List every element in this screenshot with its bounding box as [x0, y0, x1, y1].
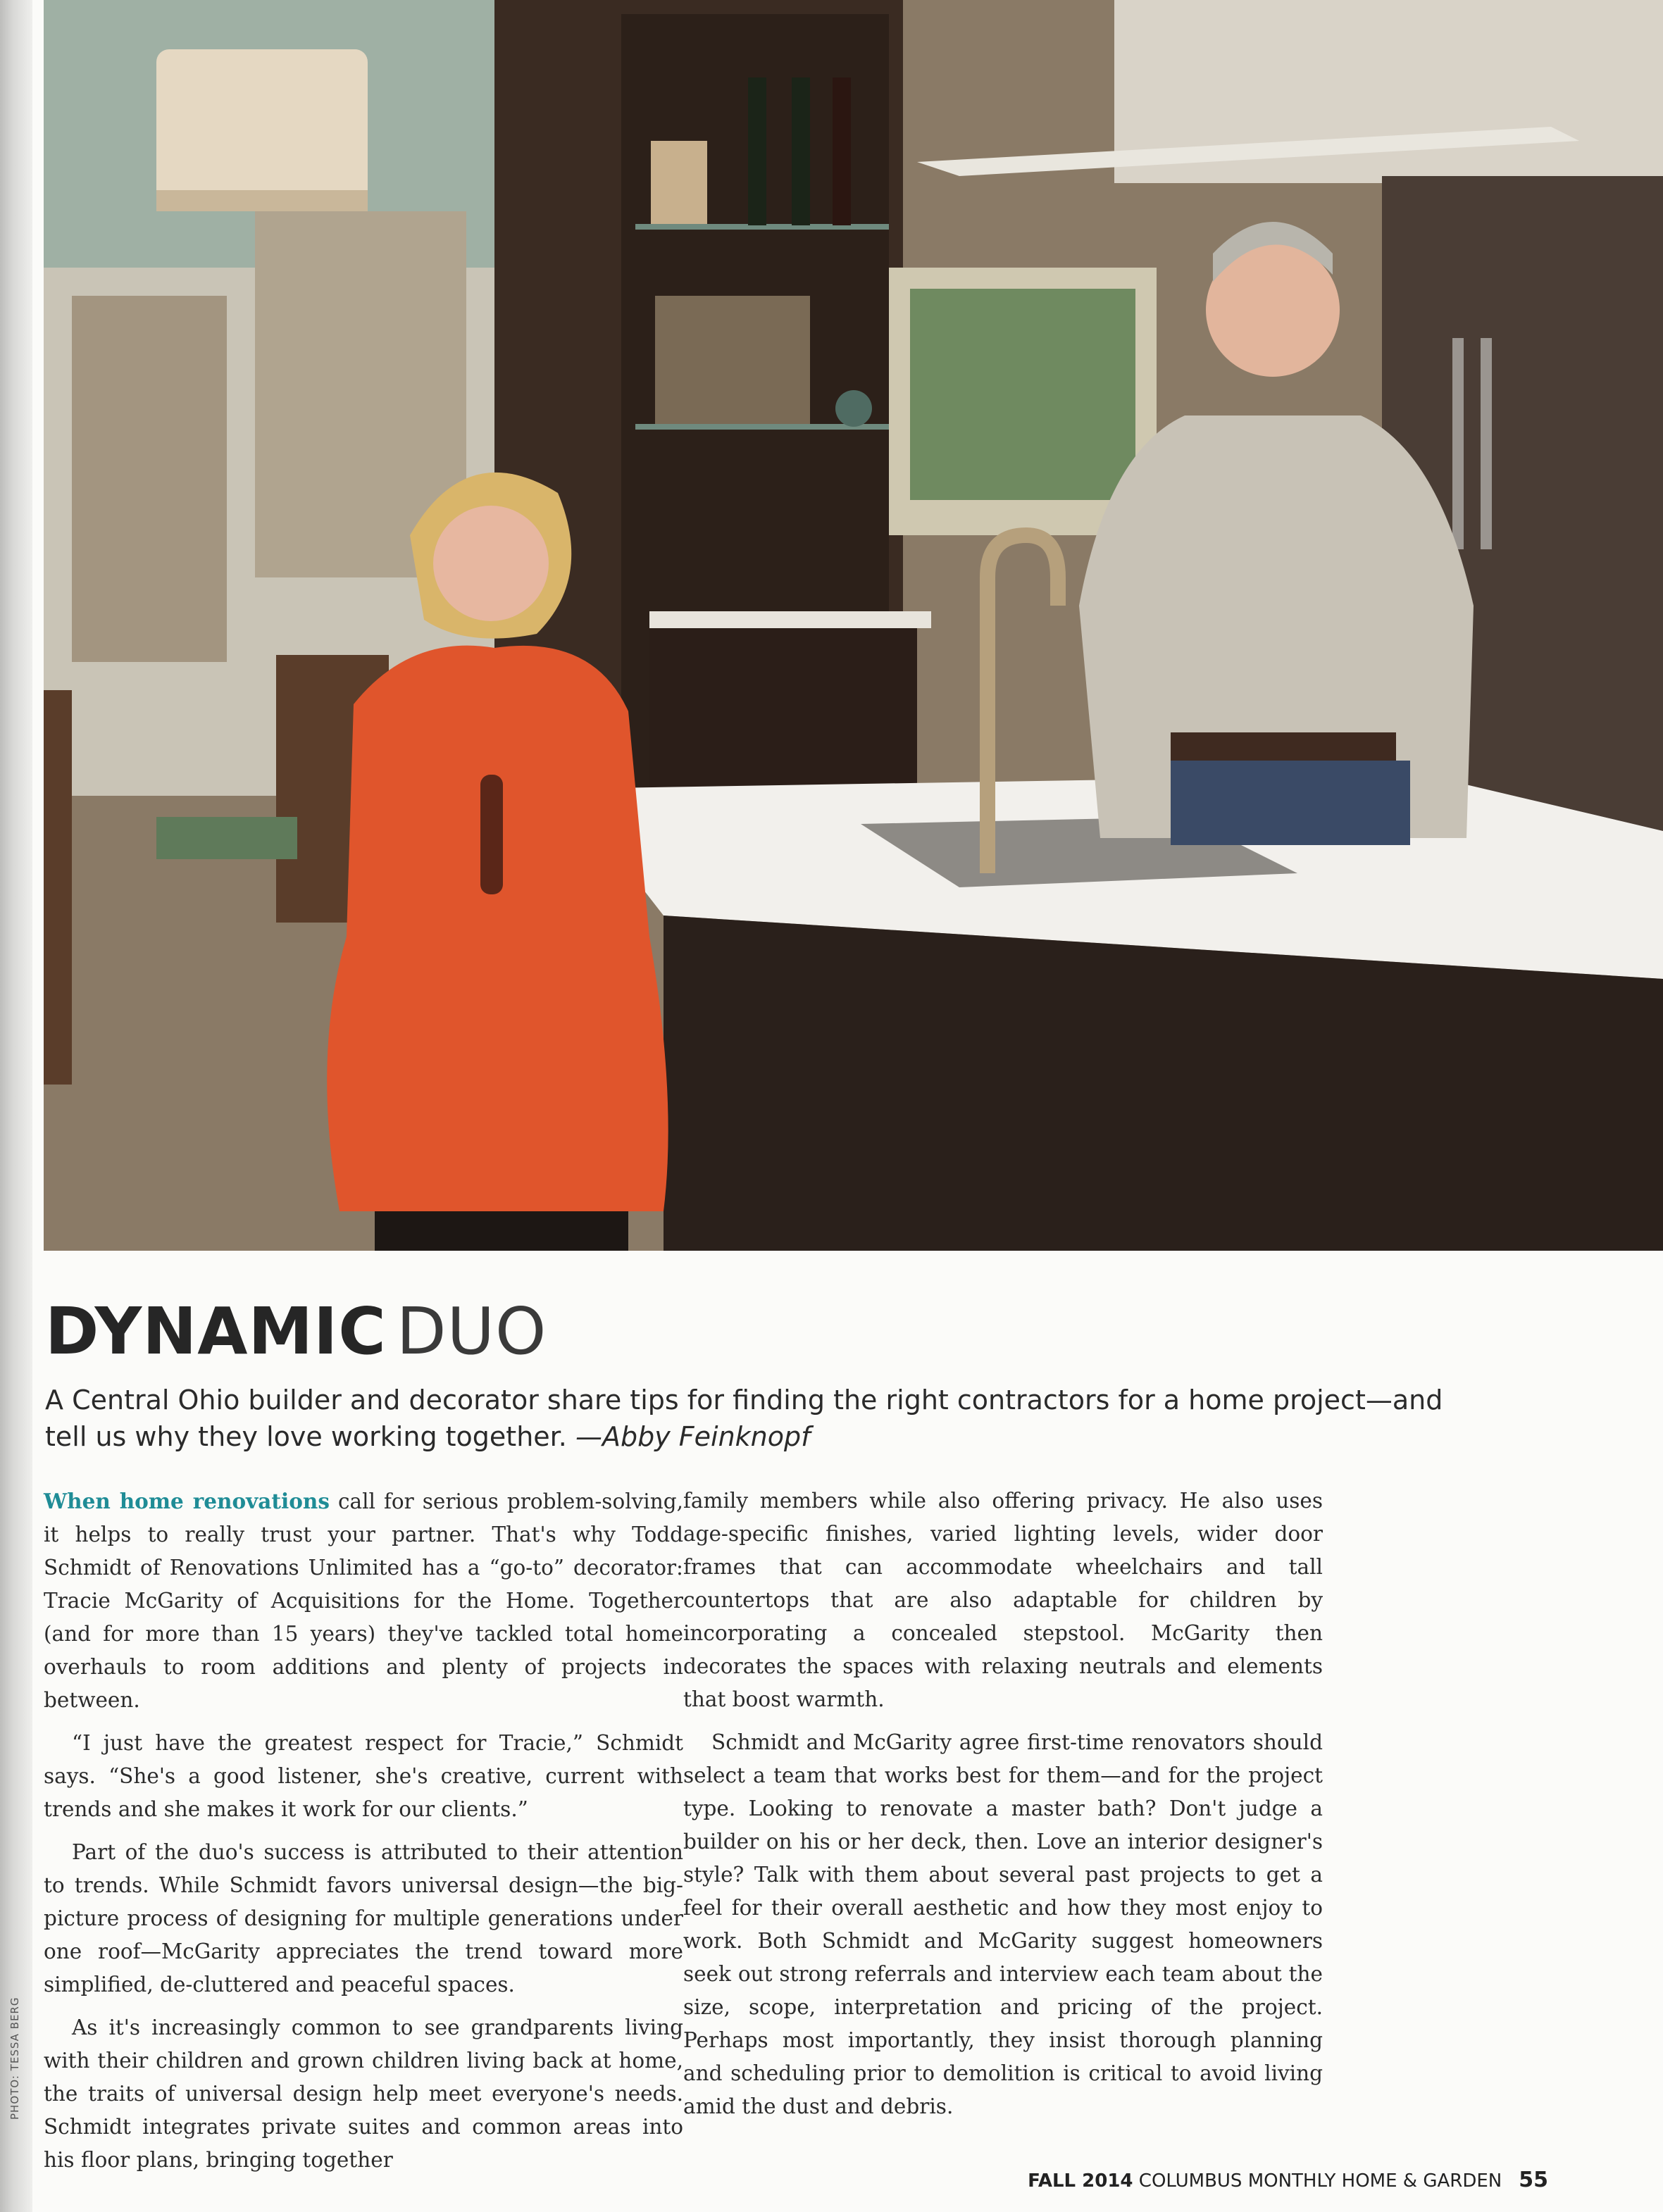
body-column-left [44, 1485, 683, 2187]
page-number: 55 [1519, 2168, 1548, 2192]
photo-credit: PHOTO: TESSA BERG [8, 1997, 21, 2120]
headline-bold: DYNAMIC [45, 1294, 387, 1369]
byline: —Abby Feinknopf [575, 1421, 811, 1452]
paragraph-3: Part of the duo's success is attributed to their attention to trends. While Schmidt favors universal design—the big-picture process of designing for multiple generations under one roof—McGarity appreciates the trend toward more simplified, de-cluttered and peaceful spaces. [44, 1840, 683, 1997]
body-column-right [683, 1485, 1323, 2133]
page-footer [830, 2168, 1548, 2192]
dek-text: A Central Ohio builder and decorator share tips for finding the right contractors for a home project—and tell us why they love working together. [45, 1385, 1443, 1452]
paragraph-1 [44, 1485, 683, 1717]
paragraph-2: “I just have the greatest respect for Tracie,” Schmidt says. “She's a good listener, she's creative, current with trends and she makes it work for our clients.” [44, 1731, 683, 1821]
lead-in: When home renovations [44, 1489, 330, 1513]
paragraph-5: family members while also offering privacy. He also uses age-specific finishes, varied lighting levels, wider door frames that can accommodate wheelchairs and tall countertops that are also adaptable for children by incorporating a concealed stepstool. McGarity then decorates the spaces with relaxing neutrals and elements that boost warmth. [683, 1489, 1323, 1711]
footer-publication: COLUMBUS MONTHLY HOME & GARDEN [1138, 2170, 1502, 2192]
paragraph-4: As it's increasingly common to see grandparents living with their children and grown children living back at home, the traits of universal design help meet everyone's needs. Schmidt integrates private suites and common areas into his floor plans, bringing together [44, 2016, 683, 2172]
headline-light: DUO [396, 1294, 547, 1369]
feature-photo [44, 0, 1663, 1251]
paragraph-6: Schmidt and McGarity agree first-time renovators should select a team that works best for them—and for the project type. Looking to renovate a master bath? Don't judge a builder on his or her deck, then. Love an interior designer's style? Talk with them about several past projects to get a feel for their overall aesthetic and how they most enjoy to work. Both Schmidt and McGarity suggest homeowners seek out strong referrals and interview each team about the size, scope, interpretation and pricing of the project. Perhaps most importantly, they insist thorough planning and scheduling prior to demolition is critical to avoid living amid the dust and debris. [683, 1730, 1323, 2118]
paragraph-1-text: call for serious problem-solving, it helps to really trust your partner. That's why Todd Schmidt of Renovations Unlimited has a “go-to” decorator: Tracie McGarity of Acquisitions for the Home. Together (and for more than 15 years) they've tackled total home overhauls to room additions and plenty of projects in between. [44, 1489, 683, 1712]
article-headline [45, 1294, 547, 1369]
footer-season: FALL 2014 [1028, 2170, 1133, 2192]
article-dek [45, 1382, 1454, 1455]
kitchen-scene-illustration [44, 0, 1663, 1251]
